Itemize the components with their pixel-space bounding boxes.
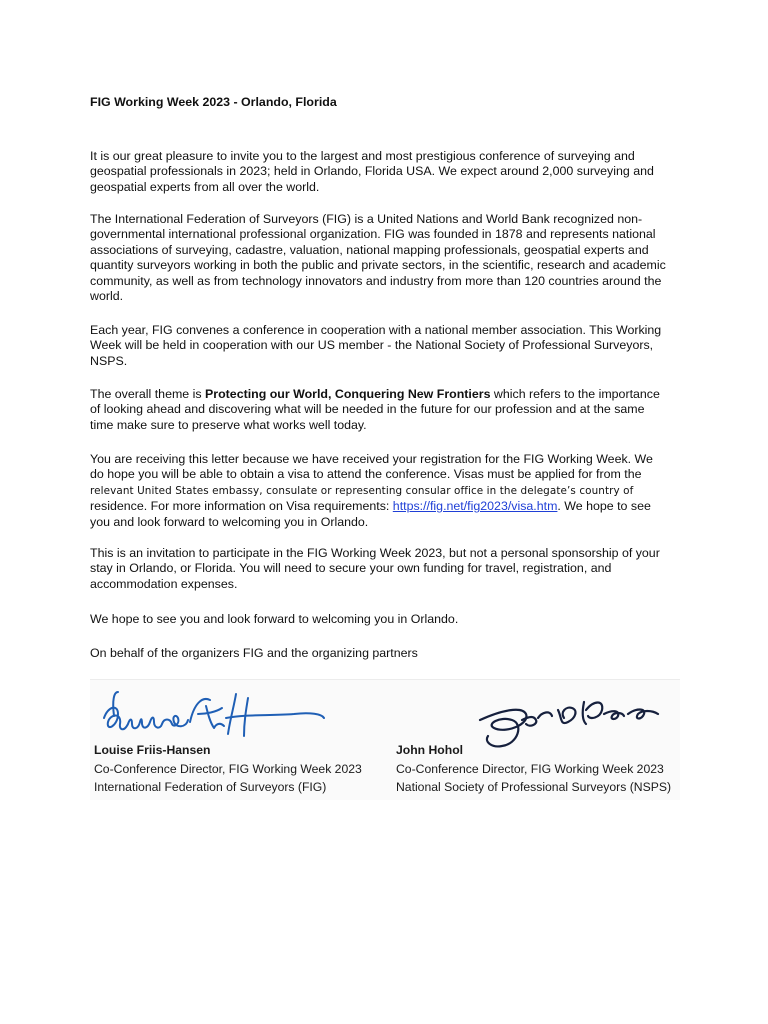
text-line: which refers to the importance: [490, 387, 660, 401]
text-line: It is our great pleasure to invite you to the largest and most prestigious conference of surveying and: [90, 149, 635, 163]
paragraph-invitation: [90, 149, 680, 195]
text-line: accommodation expenses.: [90, 576, 238, 591]
theme-title: Protecting our World, Conquering New Frontiers: [205, 387, 491, 401]
text-line: The overall theme is: [90, 387, 206, 401]
signatory-name: John Hohol: [396, 743, 464, 757]
signature-block: [90, 679, 680, 800]
text-line: The International Federation of Surveyors (FIG) is a United Nations and World Bank recognized non-: [90, 212, 643, 226]
paragraph-sponsorship: [90, 546, 680, 592]
text-line: geospatial experts from all over the world.: [90, 179, 320, 194]
text-line: stay in Orlando, or Florida. You will need to secure your own funding for travel, registration, and: [90, 561, 612, 576]
text-line: relevant United States embassy, consulate or representing consular office in the delegate’s country of: [90, 484, 634, 497]
letter-title: FIG Working Week 2023 - Orlando, Florida: [90, 95, 337, 109]
text-line: NSPS.: [90, 353, 128, 368]
text-line: associations of surveying, cadastre, valuation, national mapping professionals, geospatial experts and: [90, 242, 649, 257]
signatory-role: Co-Conference Director, FIG Working Week 2023: [396, 762, 664, 776]
text-line: Week will be held in cooperation with our US member - the National Society of Professional Surveyors,: [90, 338, 654, 353]
paragraph-cooperation: [90, 323, 680, 369]
text-line: Each year, FIG convenes a conference in cooperation with a national member association. This Working: [90, 323, 662, 337]
paragraph-theme: [90, 387, 680, 433]
text-line: community, as well as from technology innovators and industry from more than 120 countries around the: [90, 273, 662, 288]
text-line: residence. For more information on Visa requirements:: [90, 499, 393, 514]
signature-image-louise: [98, 684, 328, 744]
text-line: This is an invitation to participate in the FIG Working Week 2023, but not a personal sponsorship of your: [90, 546, 660, 560]
paragraph-welcome: We hope to see you and look forward to welcoming you in Orlando.: [90, 612, 459, 626]
text-line: governmental international professional organization. FIG was founded in 1878 and represents national: [90, 227, 656, 242]
visa-info-link[interactable]: https://fig.net/fig2023/visa.htm: [392, 499, 558, 514]
text-line: . We hope to see: [557, 499, 651, 514]
text-line: quantity surveyors working in both the public and private sectors, in the scientific, research and academic: [90, 258, 666, 273]
text-line: You are receiving this letter because we have received your registration for the FIG Working Week. We: [90, 452, 653, 466]
signatory-name: Louise Friis-Hansen: [94, 743, 211, 757]
signature-image-john: [472, 690, 672, 752]
text-line: of looking ahead and discovering what will be needed in the future for our profession and at the same: [90, 402, 645, 417]
text-line: time make sure to preserve what works well today.: [90, 417, 367, 432]
paragraph-about-fig: [90, 212, 680, 304]
text-line: geospatial professionals in 2023; held in Orlando, Florida USA. We expect around 2,000 surveying and: [90, 164, 654, 179]
text-line: do hope you will be able to obtain a visa to attend the conference. Visas must be applied for from the: [90, 467, 642, 482]
signatory-role: Co-Conference Director, FIG Working Week 2023: [94, 762, 362, 776]
text-line: you and look forward to welcoming you in Orlando.: [90, 514, 369, 529]
signatory-organization: International Federation of Surveyors (FIG): [94, 780, 327, 794]
text-line: world.: [90, 289, 124, 304]
signatory-organization: National Society of Professional Surveyors (NSPS): [396, 780, 672, 794]
paragraph-on-behalf: On behalf of the organizers FIG and the organizing partners: [90, 646, 418, 660]
paragraph-visa: [90, 452, 680, 530]
